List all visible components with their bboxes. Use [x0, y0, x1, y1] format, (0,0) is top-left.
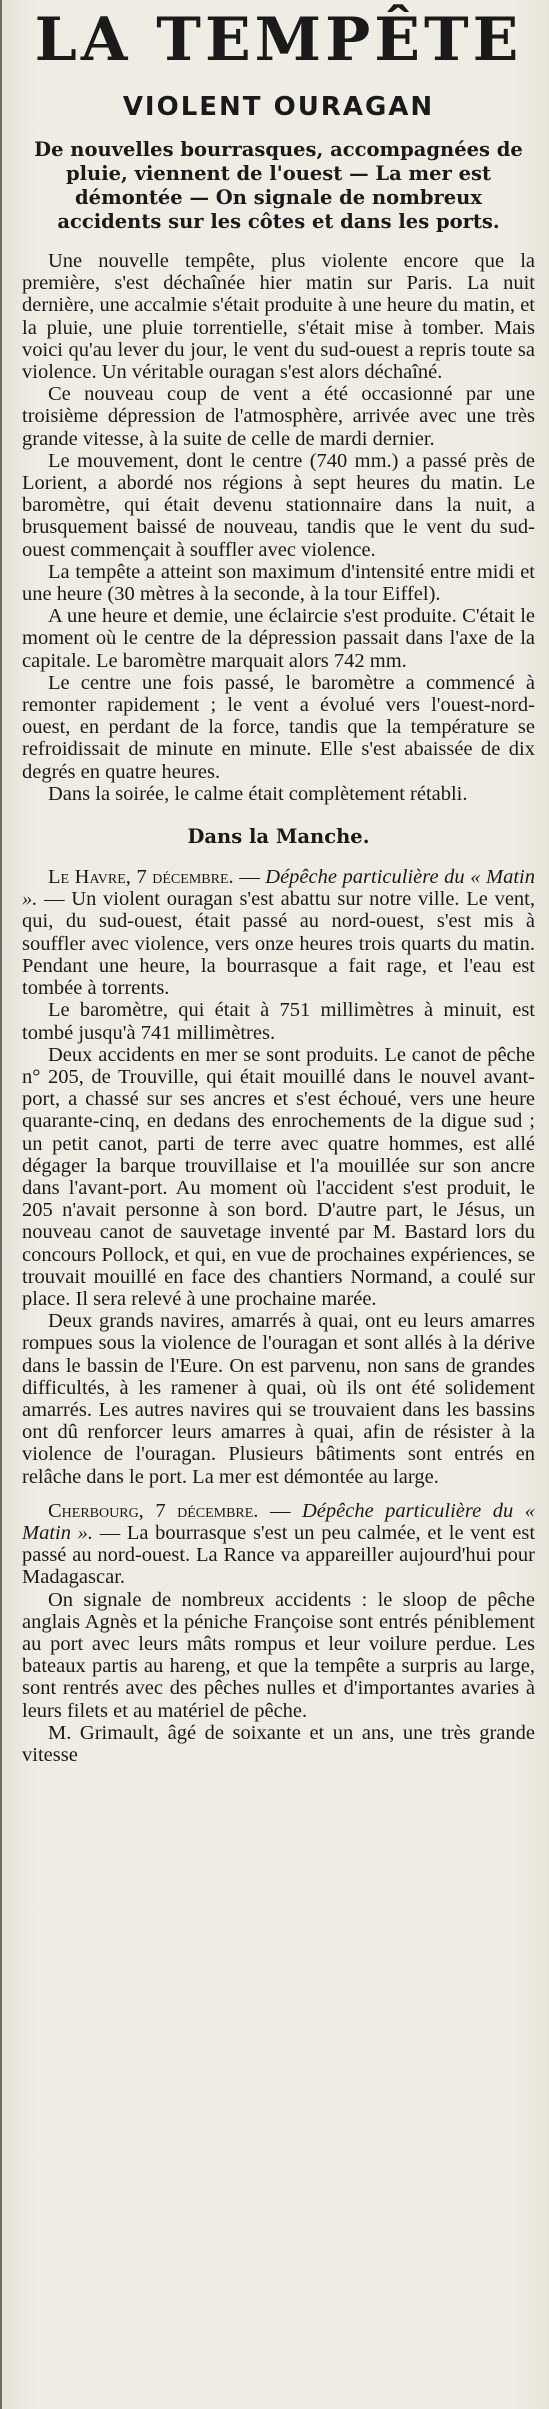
- section-title: Dans la Manche.: [187, 825, 370, 849]
- dispatch-lead: Le Havre, 7 décembre. — Dépêche particulière du « Matin ». — Un violent ouragan s'est abattu sur notre ville. Le vent, qui, du sud-ouest, était passé au nord-ouest, s'est mis à souffler avec violence, vers onze heures trois quarts du matin. Pendant une heure, la bourrasque a fait rage, et l'eau est tombée à torrents.: [22, 866, 535, 1000]
- paragraph: A une heure et demie, une éclaircie s'est produite. C'était le moment où le centre de la dépression passait dans l'axe de la capitale. Le baromètre marquait alors 742 mm.: [22, 605, 535, 672]
- dispatch-text: Un violent ouragan s'est abattu sur notre ville. Le vent, qui, du sud-ouest, était passé au nord-ouest, s'est mis à souffler avec violence, vers onze heures trois quarts du matin. Pendant une heure, la bourrasque a fait rage, et l'eau est tombée à torrents.: [22, 888, 535, 1000]
- dispatch-text: La bourrasque s'est un peu calmée, et le vent est passé au nord-ouest. La Rance va appareiller aujourd'hui pour Madagascar.: [22, 1521, 536, 1589]
- section-gap: [22, 1488, 535, 1500]
- dispatch-source: Dépêche particulière du « Matin ».: [22, 866, 535, 911]
- paragraph: Ce nouveau coup de vent a été occasionné par une troisième dépression de l'atmosphère, arrivée avec une très grande vitesse, à la suite de celle de mardi dernier.: [22, 383, 535, 450]
- paragraph: M. Grimault, âgé de soixante et un ans, une très grande vitesse: [22, 1721, 535, 1766]
- dispatch-lead: Cherbourg, 7 décembre. — Dépêche particulière du « Matin ». — La bourrasque s'est un peu calmée, et le vent est passé au nord-ouest. La Rance va appareiller aujourd'hui pour Madagascar.: [22, 1499, 536, 1589]
- dispatch-source: Dépêche particulière du « Matin ».: [22, 1499, 535, 1544]
- kicker: VIOLENT OURAGAN: [122, 92, 435, 122]
- paragraph: Le mouvement, dont le centre (740 mm.) a passé près de Lorient, a abordé nos régions à sept heures du matin. Le baromètre, qui était devenu stationnaire dans la nuit, a brusquement baissé de nouveau, tandis que le vent du sud-ouest commençait à souffler avec violence.: [22, 449, 535, 561]
- paragraph: Deux accidents en mer se sont produits. Le canot de pêche n° 205, de Trouville, qui était mouillé dans le nouvel avant-port, a chassé sur ses ancres et s'est échoué, vers une heure quarante-cinq, en dedans des enrochements de la digue sud ; un petit canot, parti de terre avec quatre hommes, est allé dégager la barque trouvillaise et l'a mouillée sur son ancre dans l'avant-port. Au moment où l'accident s'est produit, le 205 n'avait personne à son bord. D'autre part, le Jésus, un nouveau canot de sauvetage inventé par M. Bastard lors du concours Pollock, et qui, en vue de prochaines expériences, se trouvait mouillé en face des chantiers Normand, a coulé sur place. Il sera relevé à une prochaine marée.: [22, 1043, 535, 1310]
- subhead: De nouvelles bourrasques, accompagnées de pluie, viennent de l'ouest — La mer est démontée — On signale de nombreux accidents sur les côtes et dans les ports.: [34, 138, 523, 233]
- paragraph: On signale de nombreux accidents : le sloop de pêche anglais Agnès et la péniche Françoise sont entrés péniblement au port avec leurs mâts rompus et leur voilure perdue. Les bateaux partis au hareng, et que la tempête a surpris au large, sont rentrés avec des pêches nulles et d'importantes avaries à leurs filets et au matériel de pêche.: [22, 1588, 535, 1722]
- dateline: Cherbourg, 7 décembre.: [48, 1499, 259, 1522]
- cherbourg-dispatch: [22, 1500, 535, 1766]
- headline: LA TEMPÊTE: [34, 5, 523, 75]
- paragraph: Deux grands navires, amarrés à quai, ont eu leurs amarres rompues sous la violence de l'ouragan et sont allés à la dérive dans le bassin de l'Eure. On est parvenu, non sans de grandes difficultés, à les ramener à quai, où ils ont été solidement amarrés. Les autres navires qui se trouvaient dans les bassins ont dû renforcer leurs amarres à quai, afin de résister à la violence de l'ouragan. Plusieurs bâtiments sont entrés en relâche dans le port. La mer est démontée au large.: [22, 1310, 535, 1488]
- article-body: [22, 250, 535, 805]
- paragraph: La tempête a atteint son maximum d'intensité entre midi et une heure (30 mètres à la seconde, à la tour Eiffel).: [22, 560, 535, 606]
- dateline: Le Havre, 7 décembre.: [48, 866, 234, 889]
- paragraph: Le centre une fois passé, le baromètre a commencé à remonter rapidement ; le vent a évolué vers l'ouest-nord-ouest, en perdant de la force, tandis que la température se refroidissait de minute en minute. Elle s'est abaissée de dix degrés en quatre heures.: [22, 671, 535, 783]
- paragraph: Une nouvelle tempête, plus violente encore que la première, s'est déchaînée hier matin sur Paris. La nuit dernière, une accalmie s'était produite à une heure du matin, et la pluie, une pluie torrentielle, s'était mise à tomber. Mais voici qu'au lever du jour, le vent du sud-ouest a repris toute sa violence. Un véritable ouragan s'est alors déchaîné.: [22, 250, 535, 384]
- paragraph: Le baromètre, qui était à 751 millimètres à minuit, est tombé jusqu'à 741 millimètres.: [22, 999, 535, 1044]
- paragraph: Dans la soirée, le calme était complètement rétabli.: [48, 782, 468, 805]
- havre-dispatch: [22, 866, 535, 1488]
